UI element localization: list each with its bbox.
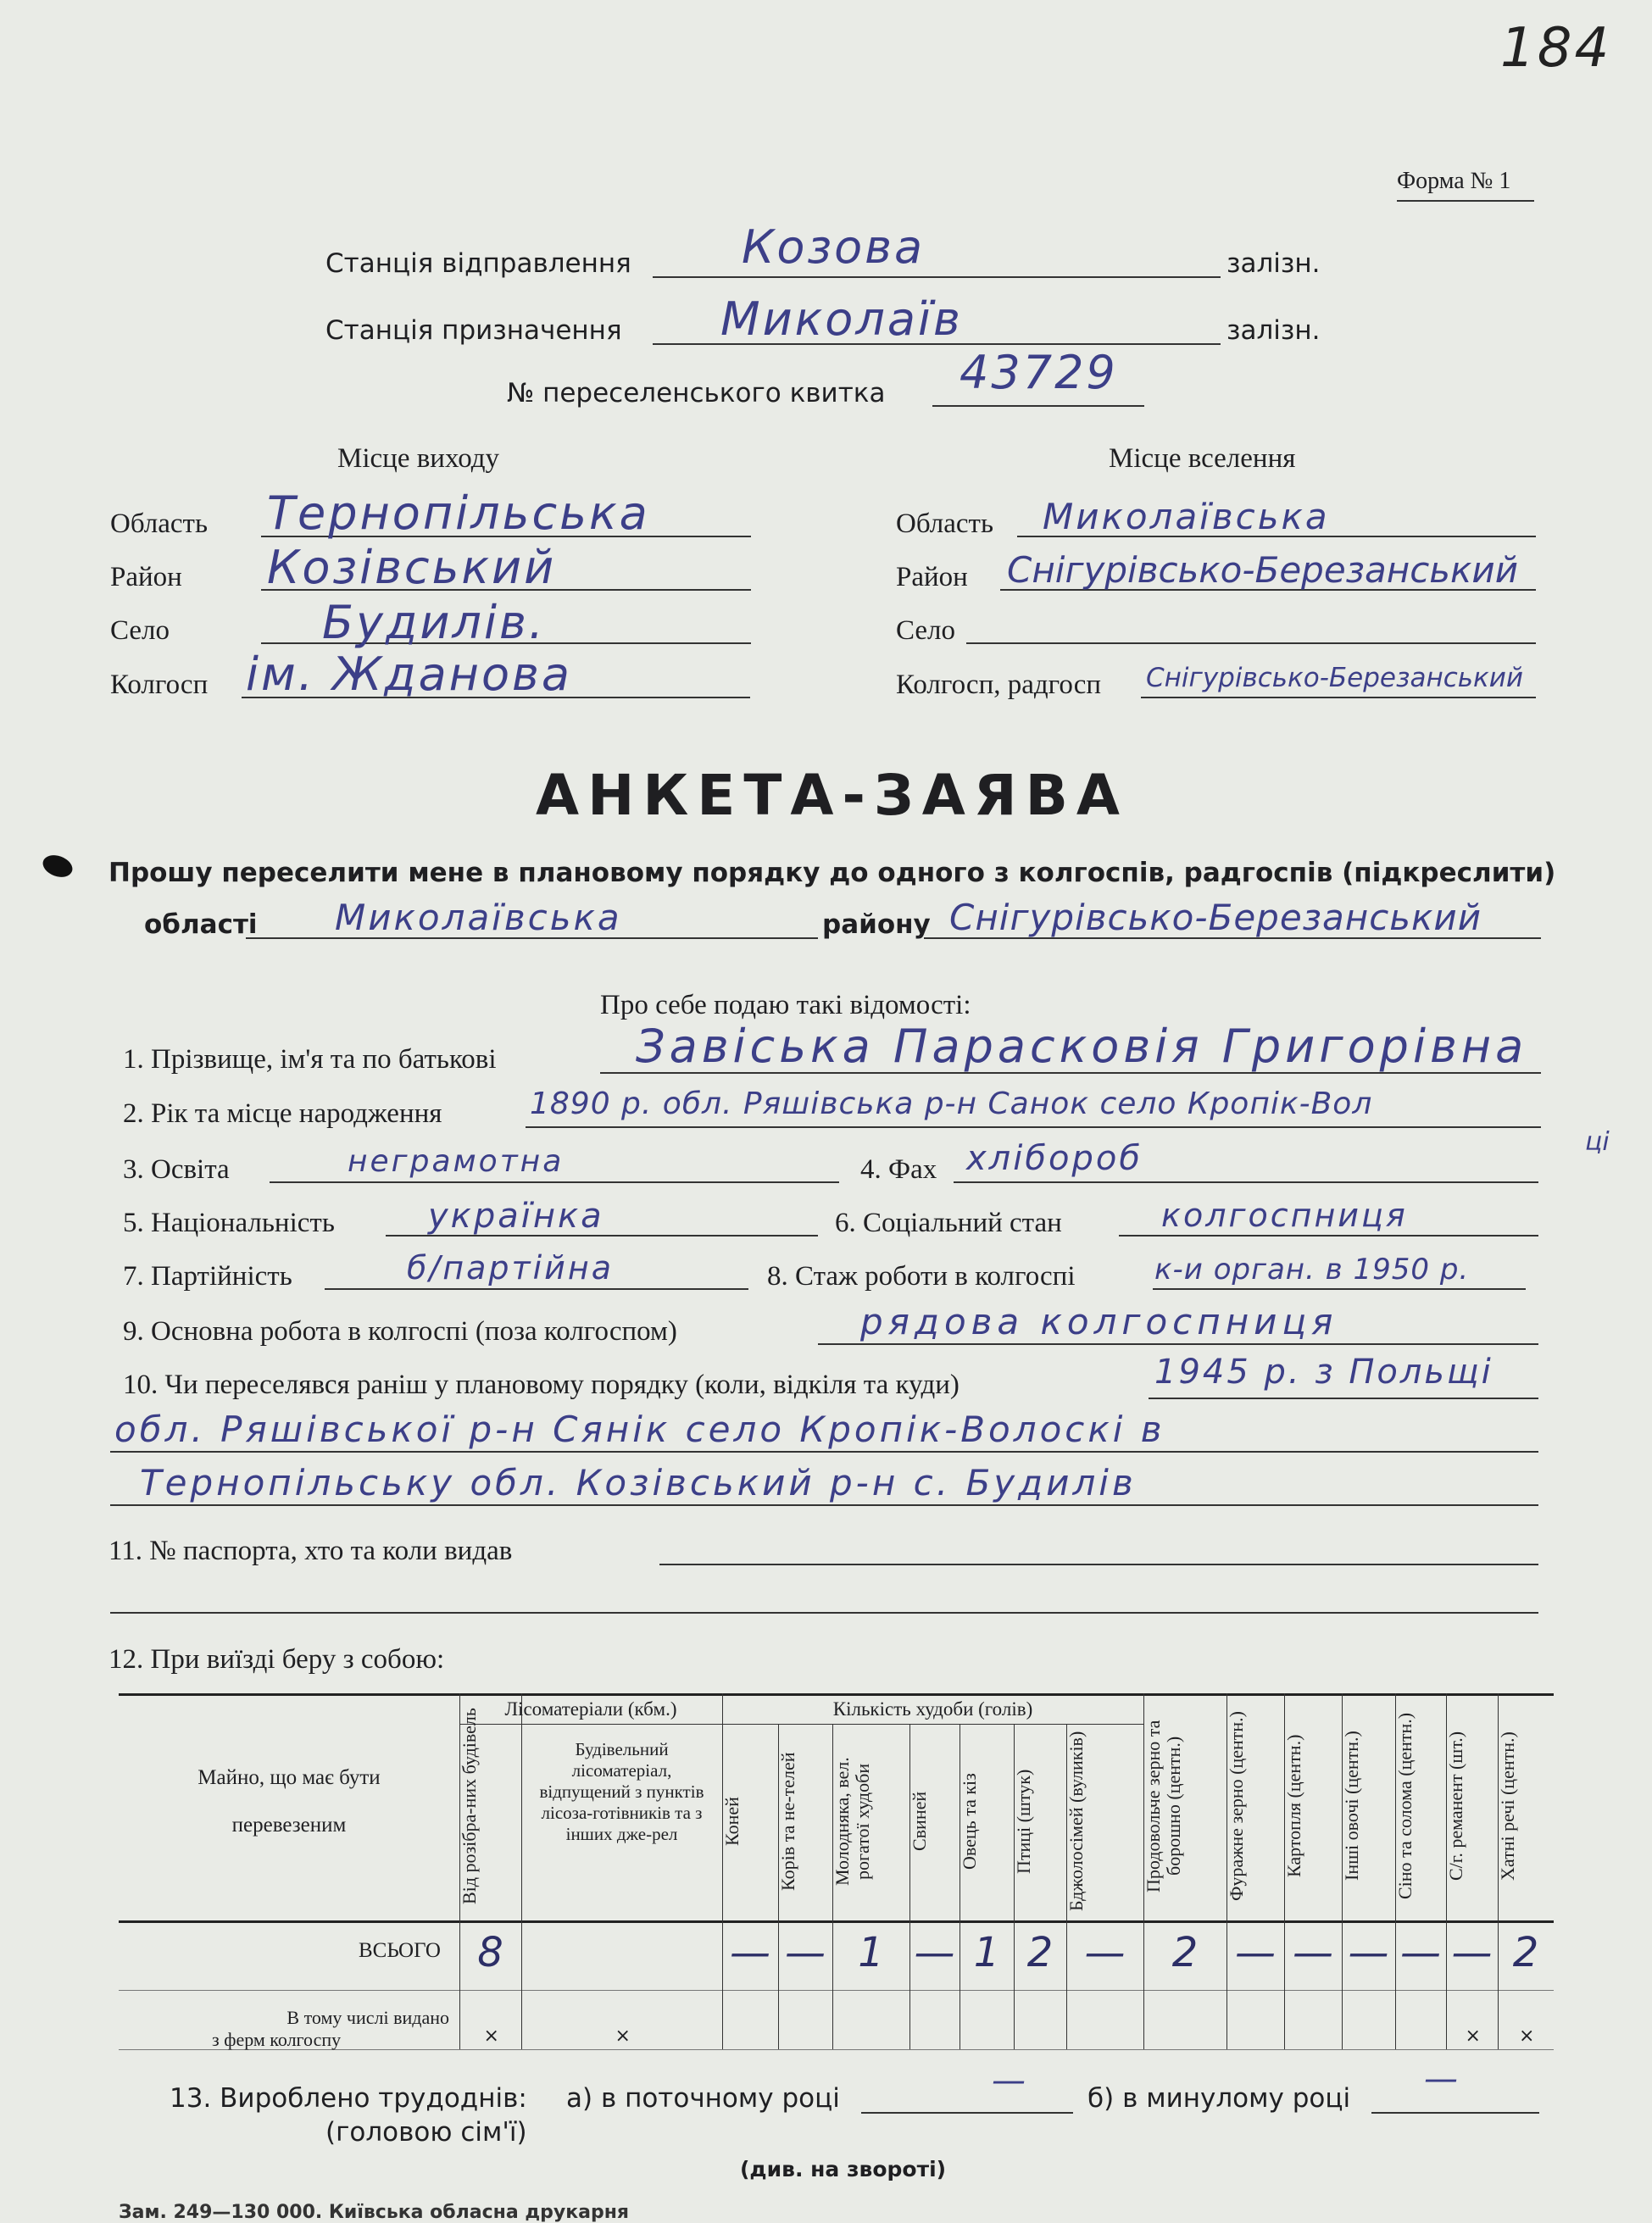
property-table bbox=[119, 1693, 1554, 2049]
field-5-value: українка bbox=[428, 1197, 604, 1236]
workdays-previous-label: б) в минулому році bbox=[1087, 2083, 1351, 2114]
total-value: — bbox=[1400, 1929, 1441, 1976]
field-9-value: рядова колгоспниця bbox=[860, 1301, 1338, 1342]
form-title: АНКЕТА-ЗАЯВА bbox=[536, 763, 1129, 828]
ticket-label: № переселенського квитка bbox=[507, 378, 886, 408]
departure-station-value: Козова bbox=[742, 220, 926, 274]
settlement-oblast-value: Миколаївська bbox=[1043, 496, 1330, 537]
table-column-divider bbox=[521, 1693, 522, 2049]
field-11-label: 11. № паспорта, хто та коли видав bbox=[108, 1536, 513, 1566]
total-value: — bbox=[785, 1929, 826, 1976]
total-value: — bbox=[1084, 1929, 1126, 1976]
field-6-label: 6. Соціальний стан bbox=[835, 1208, 1062, 1238]
settlement-kolhosp-value: Снігурівсько-Березанський bbox=[1146, 663, 1524, 693]
origin-oblast-value: Тернопільська bbox=[267, 486, 650, 540]
column-header: Свиней bbox=[909, 1791, 930, 1852]
workdays-current-label: а) в поточному році bbox=[566, 2083, 840, 2114]
total-value: — bbox=[730, 1929, 770, 1976]
field-7-label: 7. Партійність bbox=[123, 1261, 292, 1292]
column-header: Фуражне зерно (центн.) bbox=[1226, 1711, 1247, 1901]
origin-selo-label: Село bbox=[110, 615, 170, 646]
footer-note: (див. на звороті) bbox=[740, 2157, 947, 2181]
departure-station-label: Станція відправлення bbox=[325, 248, 631, 279]
total-label: ВСЬОГО bbox=[358, 1939, 441, 1962]
group-cattle-header: Кількість худоби (голів) bbox=[832, 1698, 1033, 1720]
workdays-current-value: — bbox=[992, 2061, 1028, 2100]
request-oblast-value: Миколаївська bbox=[335, 897, 622, 938]
farm-label-1: В тому числі видано bbox=[286, 2007, 449, 2028]
settlement-raion-label: Район bbox=[896, 562, 968, 592]
print-line: Зам. 249—130 000. Київська обласна друкарня bbox=[119, 2202, 630, 2223]
total-value: — bbox=[1348, 1929, 1389, 1976]
farm-mark: × bbox=[615, 2026, 631, 2047]
farm-mark: × bbox=[1519, 2026, 1535, 2047]
field-10-value-3: Тернопільську обл. Козівський р-н с. Будилів bbox=[140, 1462, 1137, 1503]
row-header-2: перевезеним bbox=[231, 1814, 347, 1837]
column-header: Інші овочі (центн.) bbox=[1341, 1731, 1362, 1881]
workdays-label: 13. Вироблено трудоднів: bbox=[170, 2083, 527, 2114]
field-4-value: хлібороб bbox=[966, 1139, 1143, 1178]
column-header: Сіно та солома (центн.) bbox=[1394, 1712, 1416, 1900]
settlement-heading: Місце вселення bbox=[1109, 443, 1296, 474]
origin-oblast-label: Область bbox=[110, 509, 209, 539]
total-value: 8 bbox=[477, 1929, 503, 1976]
field-4-label: 4. Фах bbox=[860, 1154, 937, 1185]
column-header: Молодняка, вел. рогатої худоби bbox=[832, 1757, 873, 1886]
destination-station-label: Станція призначення bbox=[325, 315, 622, 346]
farm-label-2: з ферм колгоспу bbox=[212, 2029, 342, 2050]
field-1-value: Завіська Парасковія Григорівна bbox=[636, 1020, 1528, 1073]
form-label: Форма № 1 bbox=[1397, 168, 1511, 194]
page-number: 184 bbox=[1500, 17, 1612, 80]
field-1-label: 1. Прізвище, ім'я та по батькові bbox=[123, 1044, 497, 1075]
total-value: — bbox=[1451, 1929, 1493, 1976]
request-text: Прошу переселити мене в плановому порядку до одного з колгоспів, радгоспів (підкреслити) bbox=[108, 858, 1556, 888]
column-header: Хатні речі (центн.) bbox=[1497, 1731, 1518, 1881]
origin-kolhosp-label: Колгосп bbox=[110, 670, 209, 700]
column-header: Продовольче зерно та борошно (центн.) bbox=[1143, 1720, 1184, 1892]
field-5-label: 5. Національність bbox=[123, 1208, 335, 1238]
request-oblast-label: області bbox=[144, 909, 258, 940]
column-header: Птиці (штук) bbox=[1013, 1769, 1034, 1874]
destination-station-value: Миколаїв bbox=[720, 292, 963, 346]
column-header: Від розібра-них будівель bbox=[459, 1708, 480, 1904]
farm-mark: × bbox=[1465, 2026, 1481, 2047]
field-12-label: 12. При виїзді беру з собою: bbox=[108, 1644, 445, 1675]
settlement-selo-label: Село bbox=[896, 615, 956, 646]
origin-heading: Місце виходу bbox=[337, 443, 500, 474]
settlement-kolhosp-label: Колгосп, радгосп bbox=[896, 670, 1102, 700]
total-value: 1 bbox=[973, 1929, 1000, 1976]
column-header: Бджолосімей (вуликів) bbox=[1065, 1731, 1087, 1912]
column-header: Коней bbox=[721, 1797, 743, 1846]
workdays-previous-value: — bbox=[1424, 2059, 1460, 2098]
field-10-value-2: обл. Ряшівської р-н Сянік село Кропік-Волоскі в bbox=[114, 1409, 1165, 1450]
origin-selo-value: Будилів. bbox=[322, 596, 546, 649]
origin-kolhosp-value: ім. Жданова bbox=[246, 647, 572, 701]
intro-text: Про себе подаю такі відомості: bbox=[600, 990, 971, 1020]
total-value: 2 bbox=[1026, 1929, 1054, 1976]
field-6-value: колгоспниця bbox=[1161, 1197, 1408, 1234]
column-header: С/г. реманент (шт.) bbox=[1445, 1731, 1466, 1881]
field-2-label: 2. Рік та місце народження bbox=[123, 1098, 442, 1129]
column-header: Корів та не-телей bbox=[777, 1752, 798, 1891]
total-value: — bbox=[1235, 1929, 1276, 1976]
field-3-label: 3. Освіта bbox=[123, 1154, 230, 1185]
total-value: 2 bbox=[1512, 1929, 1539, 1976]
origin-raion-label: Район bbox=[110, 562, 182, 592]
column-header: Будівельний лісоматеріал, відпущений з пунктів лісоза-готівників та з інших дже-рел bbox=[539, 1739, 704, 1844]
row-header-1: Майно, що має бути bbox=[197, 1766, 381, 1789]
group-wood-header: Лісоматеріали (кбм.) bbox=[504, 1698, 677, 1720]
field-2-value: 1890 р. обл. Ряшівська р-н Санок село Кропік-Вол bbox=[530, 1086, 1373, 1121]
field-10-value-1: 1945 р. з Польщі bbox=[1154, 1353, 1493, 1392]
request-raion-value: Снігурівсько-Березанський bbox=[949, 897, 1482, 938]
destination-railway-suffix: залізн. bbox=[1226, 315, 1321, 346]
settlement-raion-value: Снігурівсько-Березанський bbox=[1007, 549, 1519, 591]
field-9-label: 9. Основна робота в колгоспі (поза колгоспом) bbox=[123, 1316, 677, 1347]
settlement-oblast-label: Область bbox=[896, 509, 994, 539]
farm-mark: × bbox=[483, 2026, 499, 2047]
total-value: 1 bbox=[858, 1929, 884, 1976]
origin-raion-value: Козівський bbox=[267, 541, 557, 594]
field-3-value: неграмотна bbox=[348, 1144, 565, 1179]
field-8-value: к-и орган. в 1950 р. bbox=[1154, 1253, 1470, 1287]
bullet-mark bbox=[40, 852, 75, 881]
field-7-value: б/партійна bbox=[407, 1249, 615, 1287]
field-8-label: 8. Стаж роботи в колгоспі bbox=[767, 1261, 1076, 1292]
total-value: 2 bbox=[1171, 1929, 1199, 1976]
total-value: — bbox=[914, 1929, 955, 1976]
total-value: — bbox=[1293, 1929, 1333, 1976]
field-10-label: 10. Чи переселявся раніш у плановому порядку (коли, відкіля та куди) bbox=[123, 1370, 959, 1400]
request-raion-label: району bbox=[822, 909, 931, 940]
ticket-value: 43729 bbox=[959, 346, 1118, 399]
column-header: Овець та кіз bbox=[959, 1773, 980, 1870]
column-header: Картопля (центн.) bbox=[1283, 1734, 1304, 1878]
field-2-extra: ці bbox=[1585, 1127, 1610, 1157]
workdays-sub-label: (головою сім'ї) bbox=[325, 2117, 527, 2148]
departure-railway-suffix: залізн. bbox=[1226, 248, 1321, 279]
